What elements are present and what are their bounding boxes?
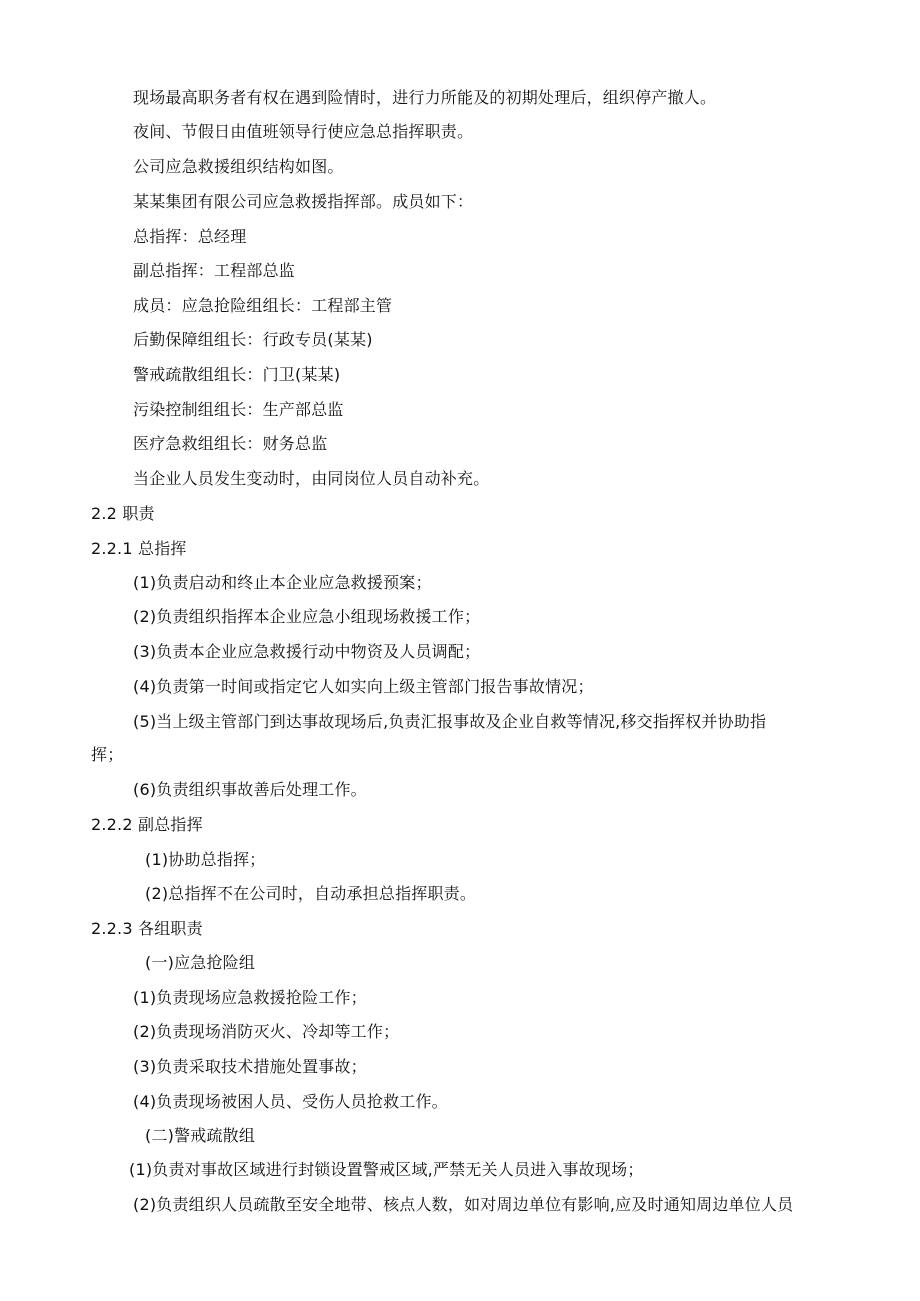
paragraph-line: 副总指挥：工程部总监	[133, 261, 296, 280]
paragraph-line: 某某集团有限公司应急救援指挥部。成员如下：	[133, 192, 474, 211]
list-item: (1)负责现场应急救援抢险工作；	[133, 988, 367, 1007]
section-heading: 2.2.2 副总指挥	[91, 815, 203, 834]
list-item: (2)负责组织指挥本企业应急小组现场救援工作；	[133, 607, 481, 626]
paragraph-line: 公司应急救援组织结构如图。	[133, 157, 344, 176]
paragraph-line: 现场最高职务者有权在遇到险情时，进行力所能及的初期处理后，组织停产撤人。	[133, 88, 717, 107]
subsection-heading: (一)应急抢险组	[145, 953, 256, 972]
list-item: (3)负责本企业应急救援行动中物资及人员调配；	[133, 642, 481, 661]
paragraph-line: 警戒疏散组组长：门卫(某某)	[133, 365, 341, 384]
list-item: (2)总指挥不在公司时，自动承担总指挥职责。	[145, 884, 477, 903]
paragraph-line: 夜间、节假日由值班领导行使应急总指挥职责。	[133, 122, 474, 141]
section-heading: 2.2.1 总指挥	[91, 539, 187, 558]
list-item: (4)负责第一时间或指定它人如实向上级主管部门报告事故情况；	[133, 677, 594, 696]
subsection-heading: (二)警戒疏散组	[145, 1126, 256, 1145]
list-item: (6)负责组织事故善后处理工作。	[133, 780, 367, 799]
paragraph-line: 后勤保障组组长：行政专员(某某)	[133, 330, 373, 349]
list-item: (2)负责组织人员疏散至安全地带、核点人数，如对周边单位有影响,应及时通知周边单位人员	[133, 1195, 794, 1214]
section-heading: 2.2 职责	[91, 504, 155, 523]
paragraph-line: 当企业人员发生变动时，由同岗位人员自动补充。	[133, 469, 490, 488]
paragraph-line: 污染控制组组长：生产部总监	[133, 400, 344, 419]
list-item: (4)负责现场被困人员、受伤人员抢救工作。	[133, 1092, 448, 1111]
list-item: (1)负责启动和终止本企业应急救援预案；	[133, 573, 432, 592]
paragraph-line: 成员：应急抢险组组长：工程部主管	[133, 296, 393, 315]
list-item-continuation: 挥；	[91, 745, 124, 764]
list-item: (1)协助总指挥；	[145, 850, 266, 869]
list-item: (5)当上级主管部门到达事故现场后,负责汇报事故及企业自救等情况,移交指挥权并协助指	[133, 712, 767, 731]
list-item: (3)负责采取技术措施处置事故；	[133, 1057, 367, 1076]
paragraph-line: 医疗急救组组长：财务总监	[133, 434, 328, 453]
list-item: (1)负责对事故区域进行封锁设置警戒区域,严禁无关人员进入事故现场；	[129, 1160, 644, 1179]
paragraph-line: 总指挥：总经理	[133, 227, 247, 246]
section-heading: 2.2.3 各组职责	[91, 919, 203, 938]
list-item: (2)负责现场消防灭火、冷却等工作；	[133, 1022, 400, 1041]
